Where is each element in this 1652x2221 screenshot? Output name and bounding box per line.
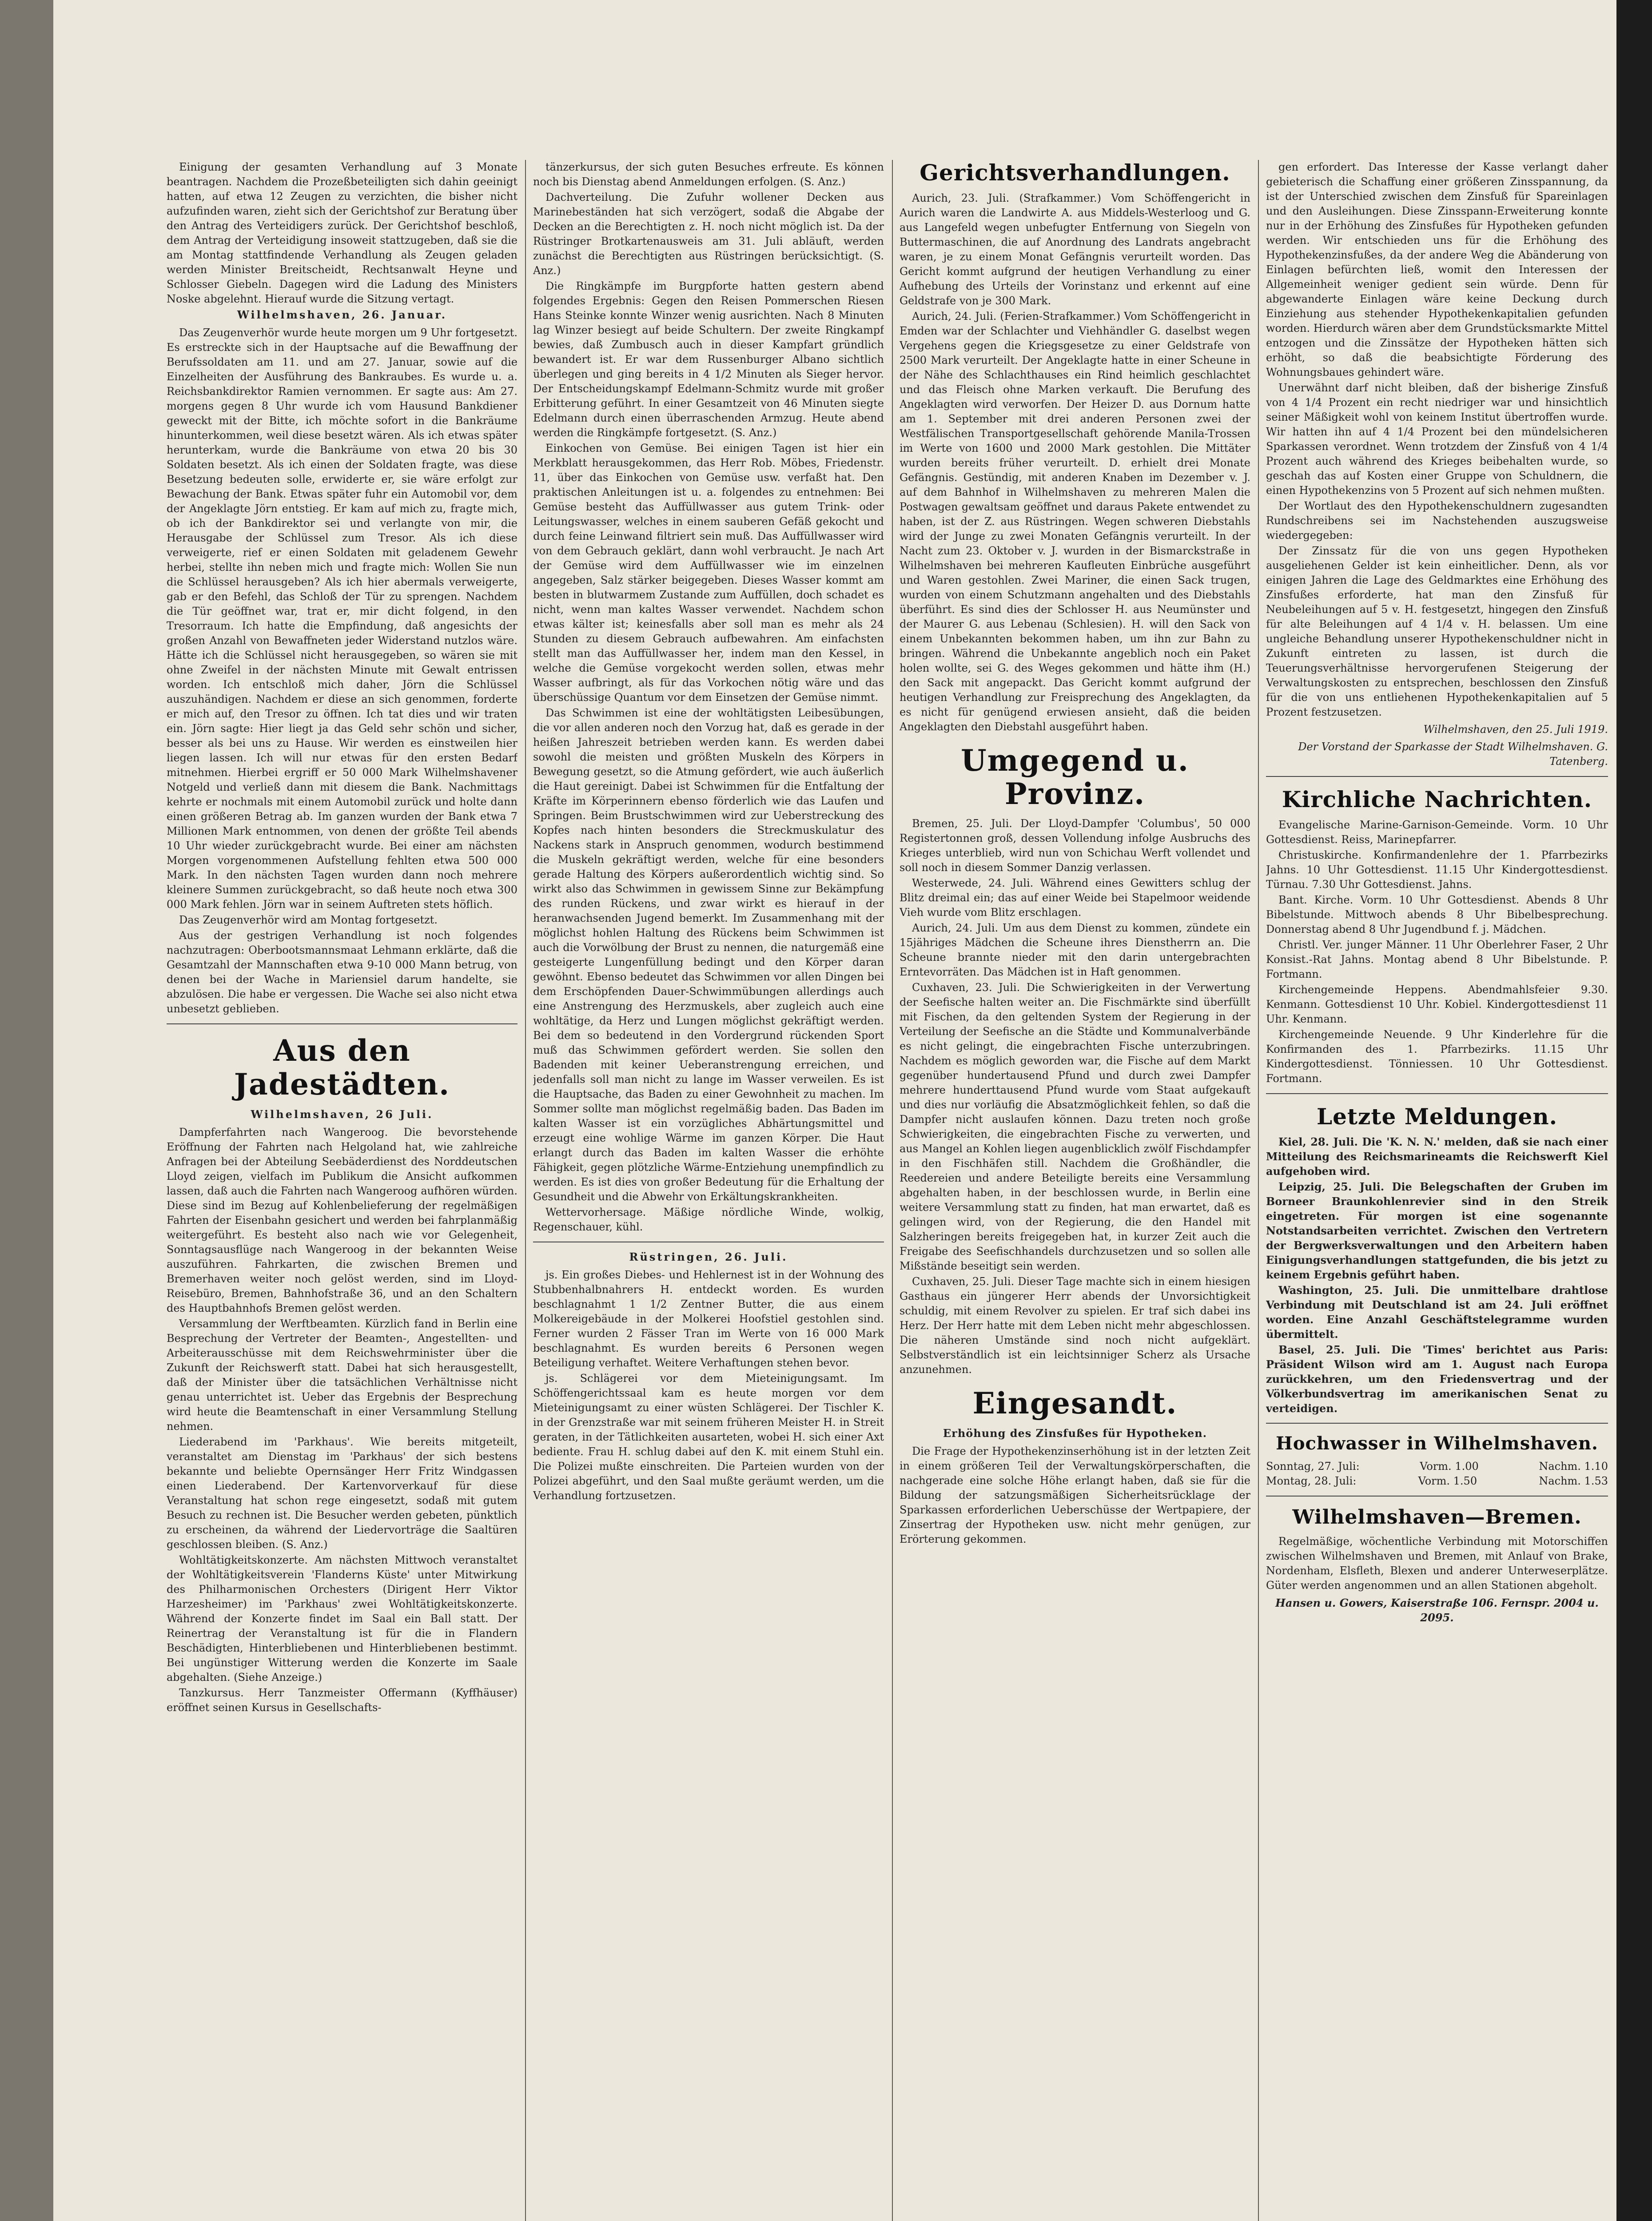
court-paragraphs — [900, 191, 1250, 734]
paragraph: Einigung der gesamten Verhandlung auf 3 Monate beantragen. Nachdem die Prozeßbeteiligten sich dahin geeinigt hatten, auf etwa 12 Zeugen zu verzichten, die bisher nicht aufzufinden waren, zieht sich der Gerichtshof zur Beratung über den Antrag des Verteidigers zurück. Der Gerichtshof beschloß, dem Antrag der Verteidigung insoweit stattzugeben, daß sie die am Montag stattfindende Verhandlung als Zeugen geladen werden Minister Breitscheidt, Rechtsanwalt Heyne und Schlosser Giebeln. Dagegen wird die Ladung des Ministers Noske abgelehnt. Hierauf wurde die Sitzung vertagt. — [167, 161, 517, 305]
column-rule-3 — [1258, 160, 1259, 2221]
paragraph: Die Ringkämpfe im Burgpforte hatten gestern abend folgendes Ergebnis: Gegen den Reisen Pommerschen Riesen Hans Steinke konnte Winzer wenig ausrichten. Nach 8 Minuten lag Winzer besiegt auf beide Schultern. Der zweite Ringkampf bewies, daß Zumbusch auch in dieser Kampfart gründlich bewandert ist. Er war dem Russenburger Albano sichtlich überlegen und ging bereits in 4 1/2 Minuten als Sieger hervor. Der Entscheidungskampf Edelmann-Schmitz wurde mit großer Erbitterung geführt. In einer Gesamtzeit von 46 Minuten siegte Edelmann durch einen überraschenden Armzug. Heute abend werden die Ringkämpfe fortgesetzt. (S. Anz.) — [533, 280, 884, 439]
section-heading-latest: Letzte Meldungen. — [1316, 1103, 1558, 1130]
separator — [1266, 1423, 1608, 1424]
paragraph: Unerwähnt darf nicht bleiben, daß der bisherige Zinsfuß von 4 1/4 Prozent ein recht niedriger war und hinsichtlich seiner Mäßigkeit wohl von keinem Institut übertroffen wurde. Wir hatten ihn auf 4 1/4 Prozent bei den mündelsicheren Sparkassen verordnet. Wenn trotzdem der Zinsfuß von 4 1/4 Prozent auch während des Krieges beibehalten wurde, so geschah das auf Kosten einer Gruppe von Schuldnern, die einen Hypothekenzins von 5 Prozent auf sich nehmen mußten. — [1266, 382, 1608, 497]
tide-day: Sonntag, 27. Juli: — [1266, 1460, 1360, 1473]
paragraph: Einkochen von Gemüse. Bei einigen Tagen ist hier ein Merkblatt herausgekommen, das Herr Rob. Möbes, Friedenstr. 11, über das Einkochen von Gemüse usw. verfaßt hat. Den praktischen Anleitungen ist u. a. folgendes zu entnehmen: Bei Gemüse besteht das Auffüllwasser aus gutem Trink- oder Leitungswasser, welches in einem sauberen Gefäß gekocht und durch feine Leinwand filtriert sein muß. Das Auffüllwasser wird von dem Gebrauch geklärt, dann wohl verbraucht. Je nach Art der Gemüse wird dem Auffüllwasser wie im einzelnen angegeben, Salz stärker beigegeben. Dieses Wasser kommt am besten in blutwarmem Zustande zum Auffüllen, doch schadet es nicht, wenn man kaltes Wasser verwendet. Nachdem schon etwas kälter ist; keinesfalls aber soll man es mehr als 24 Stunden zu diesem Gebrauch aufbewahren. Am einfachsten stellt man das Auffüllwasser her, indem man den Kessel, in welche die Gemüse vorgekocht werden sollen, etwas mehr Wasser aufbringt, als für das Vorkochen nötig wäre und das überschüssige Quantum vor dem Einsetzen der Gemüse nimmt. — [533, 442, 884, 704]
section-heading-jadestaedte: Aus den Jadestädten. — [234, 1033, 450, 1102]
paragraph: tänzerkursus, der sich guten Besuches erfreute. Es können noch bis Dienstag abend Anmeldungen erfolgen. (S. Anz.) — [533, 161, 884, 188]
paragraph: Washington, 25. Juli. Die unmittelbare drahtlose Verbindung mit Deutschland ist am 24. Juli eröffnet worden. Eine Anzahl Geschäftstelegramme wurden übermittelt. — [1266, 1284, 1608, 1341]
region-paragraphs — [900, 816, 1250, 1377]
paragraph: Das Schwimmen ist eine der wohltätigsten Leibesübungen, die vor allen anderen noch den Vorzug hat, daß es gerade in der heißen Jahreszeit betrieben werden kann. Es werden dabei sowohl die meisten und größten Muskeln des Körpers in Bewegung gesetzt, so die Atmung gefördert, wie auch äußerlich die Haut gereinigt. Dabei ist Schwimmen für die Entfaltung der Kräfte im Körperinnern ebenso förderlich wie das Laufen und Springen. Beim Brustschwimmen wird zur Ueberstreckung des Kopfes nach hinten besonders die Streckmuskulatur des Nackens stark in Anspruch genommen, wodurch bestimmend die Muskeln gekräftigt werden, welche für eine besonders gerade Haltung des Körpers außerordentlich wichtig sind. So wirkt also das Schwimmen in gewissem Sinne zur Bekämpfung des runden Rückens, und zwar wirkt es hierauf in der heranwachsenden Jugend bemerkt. Im Zusammenhang mit der möglichst hohlen Haltung des Rückens beim Schwimmen ist auch die Vorwölbung der Brust zu nennen, die naturgemäß eine gesteigerte Lungenfüllung bedingt und den Körper daran gewöhnt. Ebenso bedeutet das Schwimmen vor allen Dingen bei dem Erschöpfenden Dauer-Schwimmübungen allerdings auch eine Anstrengung des Herzmuskels, aber zugleich auch eine wohltätige, da Herz und Lungen möglichst gekräftigt werden. Bei dem so bedeutend in den Vordergrund rückenden Sport muß das Schwimmen gefördert werden. Sie sollen den Badenden mit keiner Ueberanstrengung erreichen, und jedenfalls soll man nicht zu lange im Wasser verweilen. Es ist die Hauptsache, das Baden zu einer Gewohnheit zu machen. Im Sommer sollte man möglichst regelmäßig baden. Das Baden im kalten Wasser ist ein vorzügliches Abhärtungsmittel und erzeugt eine wohlige Wärme im ganzen Körper. Die Haut erlangt durch das Baden im kalten Wasser die erhöhte Fähigkeit, gegen plötzliche Wärme-Entziehung unempfindlich zu werden. Es ist dies von großer Bedeutung für die Erhaltung der Gesundheit und die Abwehr von Erkältungskrankheiten. — [533, 707, 884, 1203]
latest-news-paragraphs — [1266, 1134, 1608, 1416]
scan-edge-left — [0, 0, 53, 2221]
separator — [1266, 1093, 1608, 1094]
paragraph: Kirchengemeinde Neuende. 9 Uhr Kinderlehre für die Konfirmanden des 1. Pfarrbezirks. 11.15 Uhr Kindergottesdienst. Tönniessen. 10 Uhr Gottesdienst. Fortmann. — [1266, 1028, 1608, 1085]
local-news-paragraphs-2 — [533, 160, 884, 1234]
local-news-paragraphs — [167, 1125, 517, 1715]
paragraph: Dachverteilung. Die Zufuhr wollener Decken aus Marinebeständen hat sich verzögert, sodaß die Abgabe der Decken an die Berechtigten z. H. noch nicht möglich ist. Da der Rüstringer Brotkartenausweis am 31. Juli abläuft, werden zunächst die Berechtigten aus Rüstringen berücksichtigt. (S. Anz.) — [533, 191, 884, 277]
column-1 — [167, 160, 517, 2221]
paragraph: Bant. Kirche. Vorm. 10 Uhr Gottesdienst. Abends 8 Uhr Bibelstunde. Mittwoch abends 8 Uhr Bibelbesprechung. Donnerstag abend 8 Uhr Jugendbund f. j. Mädchen. — [1266, 893, 1608, 935]
column-rule-1 — [525, 160, 526, 2221]
separator — [1266, 776, 1608, 777]
shipping-footer: Hansen u. Gowers, Kaiserstraße 106. Fernspr. 2004 u. 2095. — [1275, 1596, 1599, 1624]
paragraph: Wohltätigkeitskonzerte. Am nächsten Mittwoch veranstaltet der Wohltätigkeitsverein 'Flanderns Küste' unter Mitwirkung des Philharmonischen Orchesters (Dirigent Herr Viktor Harzesheimer) im 'Parkhaus' zwei Wohltätigkeitskonzerte. Während der Konzerte findet im Saal ein Ball statt. Der Reinertrag der Veranstaltung ist für die in Flandern Beschädigten, Hinterbliebenen und Hinterbliebenen bestimmt. Bei ungünstiger Witterung werden die Konzerte im Saale abgehalten. (Siehe Anzeige.) — [167, 1553, 517, 1684]
paragraph: Aurich, 24. Juli. Um aus dem Dienst zu kommen, zündete ein 15jähriges Mädchen die Scheune ihres Dienstherrn an. Die Scheune brannte nieder mit den darin untergebrachten Erntevorräten. Das Mädchen ist in Haft genommen. — [900, 922, 1250, 979]
section-heading-shipping: Wilhelmshaven—Bremen. — [1292, 1506, 1582, 1528]
paragraph: Kiel, 28. Juli. Die 'K. N. N.' melden, daß sie nach einer Mitteilung des Reichsmarineamts die Reichswerft Kiel aufgehoben wird. — [1266, 1135, 1608, 1178]
tide-morning: Vorm. 1.50 — [1418, 1475, 1477, 1487]
dateline-ruestringen: Rüstringen, 26. Juli. — [629, 1250, 788, 1263]
paragraph: Die Frage der Hypothekenzinserhöhung ist in der letzten Zeit in einem größeren Teil der Verwaltungskörperschaften, die nachgerade eine solche Höhe erlangt haben, daß sie für die Bildung der satzungsmäßigen Sicherheitsrücklage der Sparkassen erforderlichen Ueberschüsse der Wertpapiere, der Zinsertrag der Hypotheken usw. nicht mehr genügen, zur Erörterung gekommen. — [900, 1445, 1250, 1546]
paragraph: Das Zeugenverhör wird am Montag fortgesetzt. — [179, 914, 438, 926]
section-heading-church: Kirchliche Nachrichten. — [1282, 786, 1592, 812]
section-heading-tides: Hochwasser in Wilhelmshaven. — [1276, 1433, 1598, 1454]
section-heading-letters: Eingesandt. — [972, 1386, 1178, 1421]
scan-edge-right — [1616, 0, 1652, 2221]
paragraph: Cuxhaven, 25. Juli. Dieser Tage machte sich in einem hiesigen Gasthaus ein jüngerer Herr abends der Unvorsichtigkeit schuldig, mit einem Revolver zu spielen. Er traf sich dabei ins Herz. Der Herr hatte mit dem Leben nicht mehr abgeschlossen. Die näheren Umstände sind noch nicht aufgeklärt. Selbstverständlich ist ein leichtsinniger Scherz als Ursache anzunehmen. — [900, 1275, 1250, 1376]
paragraph: Kirchengemeinde Heppens. Abendmahlsfeier 9.30. Kenmann. Gottesdienst 10 Uhr. Kobiel. Kindergottesdienst 11 Uhr. Kenmann. — [1266, 983, 1608, 1025]
testimony-paragraphs — [167, 326, 517, 1016]
signature-board: Der Vorstand der Sparkasse der Stadt Wilhelmshaven. G. Tatenberg. — [1298, 740, 1608, 768]
dateline-wilhelmshaven-july: Wilhelmshaven, 26 Juli. — [251, 1107, 434, 1121]
paragraph: Versammlung der Werftbeamten. Kürzlich fand in Berlin eine Besprechung der Vertreter der Beamten-, Angestellten- und Arbeiterausschüsse mit dem Reichswehrminister über die Zukunft der Reichswerft statt. Dabei hat sich herausgestellt, daß der Minister über die tatsächlichen Verhältnisse nicht genau unterrichtet ist. Ueber das Ergebnis der Besprechung wird heute die Beamtenschaft in einer Versammlung Stellung nehmen. — [167, 1317, 517, 1433]
paragraph: Bremen, 25. Juli. Der Lloyd-Dampfer 'Columbus', 50 000 Registertonnen groß, dessen Vollendung infolge Ausbruchs des Krieges unterblieb, wird nun von Schichau Werft vollendet und soll noch in diesem Sommer Danzig verlassen. — [900, 817, 1250, 874]
paragraph: Aurich, 23. Juli. (Strafkammer.) Vom Schöffengericht in Aurich waren die Landwirte A. aus Middels-Westerloog und G. aus Langefeld wegen unbefugter Entfernung von Siegeln von Buttermaschinen, die auf Anordnung des Landrats angebracht waren, je zu einem Monat Gefängnis verurteilt worden. Das Gericht kommt aufgrund der heutigen Verhandlung zu einer Aufhebung des Urteils der Vorinstanz und erkennt auf eine Geldstrafe von je 300 Mark. — [900, 191, 1250, 307]
letters-continued-paragraphs — [1266, 160, 1608, 720]
letters-subheading: Erhöhung des Zinsfußes für Hypotheken. — [943, 1427, 1207, 1440]
paragraph: Der Zinssatz für die von uns gegen Hypotheken ausgeliehenen Gelder ist kein einheitlicher. Denn, als vor einigen Jahren die Lage des Geldmarktes eine Erhöhung des Zinsfußes erforderte, hat man den Zinsfuß für Neubeleihungen auf 5 v. H. festgesetzt, hingegen den Zinsfuß für alte Beleihungen auf 4 1/4 v. H. belassen. Um eine ungleiche Behandlung unserer Hypothekenschuldner nicht in Zukunft eintreten zu lassen, ist durch die Teuerungsverhältnisse hervorgerufenen Steigerung der Verwaltungskosten zu entsprechen, beschlossen den Zinsfuß für die von uns entliehenen Hypothekenkapitalien auf 5 Prozent festzusetzen. — [1266, 545, 1608, 718]
paragraph: Christl. Ver. junger Männer. 11 Uhr Oberlehrer Faser, 2 Uhr Konsist.-Rat Jahns. Montag abend 8 Uhr Bibelstunde. P. Fortmann. — [1266, 938, 1608, 980]
column-rule-2 — [892, 160, 893, 2221]
paragraph: gen erfordert. Das Interesse der Kasse verlangt daher gebieterisch die Schaffung einer größeren Zinsspannung, da ist der Unterschied zwischen dem Zinsfuß für Spareinlagen und den Ausleihungen. Diese Zinsspann-Erweiterung konnte nur in der Erhöhung des Zinsfußes für Hypotheken gefunden werden. Wir entschieden uns für die Erhöhung des Hypothekenzinsfußes, da der andere Weg die Abänderung von Einlagen befürchten ließ, womit den Interessen der Allgemeinheit weniger gedient sein würde. Denn für abgewanderte Einlagen wäre keine Deckung durch Einziehung aus stehender Hypothekenkapitalien gefunden worden. Hierdurch wären aber dem Grundstücksmarkte Mittel entzogen und die Zinssätze der Hypotheken hätten sich erhöht, so daß die beabsichtigte Förderung des Wohnungsbaues gehindert wäre. — [1266, 161, 1608, 378]
column-2 — [533, 160, 884, 2221]
tide-row — [1266, 1459, 1608, 1474]
paragraph: Westerwede, 24. Juli. Während eines Gewitters schlug der Blitz dreimal ein; das auf einer Weide bei Stapelmoor weidende Vieh wurde vom Blitz erschlagen. — [900, 877, 1250, 919]
paragraph: Cuxhaven, 23. Juli. Die Schwierigkeiten in der Verwertung der Seefische halten weiter an. Die Fischmärkte sind überfüllt mit Fischen, da den geltenden System der Regierung in der Verteilung der Seefische an die Städte und Kommunalverbände es nicht gelingt, die eingebrachten Fische unterzubringen. Nachdem es möglich geworden war, die Fische auf dem Markt gegenüber hundertausend Pfund und durch zwei Dampfer mehrere hunderttausend Pfund wurde vom Staat aufgekauft und dies nur vorläufig die Absatzmöglichkeit fehlen, so daß die Dampfer nicht auslaufen können. Dazu treten noch große Schwierigkeiten, die eingebrachten Fische zu verwerten, und aus Mangel an Kohlen liegen augenblicklich zwölf Fischdampfer in den Fischhäfen still. Nachdem die Großhändler, die Reedereien und andere Beteiligte bereits eine Versammlung abgehalten haben, in der beschlossen wurde, in Berlin eine weitere Versammlung statt zu finden, hat man erwartet, daß es gelingen wird, von der Regierung, die den Handel mit Salzheringen bereits freigegeben hat, in kurzer Zeit auch die Freigabe des Seefischhandels durchzusetzen und so sollen alle Mißstände beseitigt sein werden. — [900, 981, 1250, 1273]
paragraph: Evangelische Marine-Garnison-Gemeinde. Vorm. 10 Uhr Gottesdienst. Reiss, Marinepfarrer. — [1266, 818, 1608, 846]
paragraph: Christuskirche. Konfirmandenlehre der 1. Pfarrbezirks Jahns. 10 Uhr Gottesdienst. 11.15 Uhr Kindergottesdienst. Türnau. 7.30 Uhr Gottesdienst. Jahns. — [1266, 848, 1608, 891]
letters-paragraphs — [900, 1444, 1250, 1547]
shipping-paragraphs — [1266, 1534, 1608, 1593]
paragraph: Aurich, 24. Juli. (Ferien-Strafkammer.) Vom Schöffengericht in Emden war der Schlachter und Viehhändler G. daselbst wegen Vergehens gegen die Kriegsgesetze zu einer Geldstrafe von 2500 Mark verurteilt. Der Angeklagte hatte in einer Scheune in der Nähe des Schlachthauses ein Rind heimlich geschlachtet und das Fleisch ohne Marken verkauft. Die Berufung des Angeklagten wird verworfen. Der Heizer D. aus Dornum hatte am 1. September mit drei anderen Personen zwei der Westfälischen Transportgesellschaft gehörende Manila-Trossen im Werte von 1600 und 2000 Mark gestohlen. Die Mittäter wurden bereits früher verurteilt. D. erhielt drei Monate Gefängnis. Gestündig, mit anderen Knaben im Dezember v. J. auf dem Bahnhof in Wilhelmshaven zu mehreren Malen die Postwagen gewaltsam geöffnet und daraus Pakete entwendet zu haben, ist der Z. aus Rüstringen. Wegen schweren Diebstahls wird der Junge zu zwei Monaten Gefängnis verurteilt. In der Nacht zum 23. Oktober v. J. wurden in der Bismarckstraße in Wilhelmshaven bei mehreren Kaufleuten Einbrüche ausgeführt und Waren gestohlen. Zwei Mariner, die einen Sack trugen, wurden von einem Schutzmann angehalten und des Diebstahls überführt. Es sind dies der Schlosser H. aus Neumünster und der Maurer G. aus Lebenau (Schlesien). H. will den Sack von einem Unbekannten bekommen haben, um ihn zur Bahn zu bringen. Während die Unbekannte angeblich noch ein Paket holen wollte, sei G. des Weges gekommen und hätte ihm (H.) den Sack mit angepackt. Das Gericht kommt aufgrund der heutigen Verhandlung zur Freisprechung des Angeklagten, da es nicht für genügend erwiesen ansieht, daß die beiden Angeklagten den Diebstahl ausgeführt haben. — [900, 310, 1250, 733]
paragraph: Regelmäßige, wöchentliche Verbindung mit Motorschiffen zwischen Wilhelmshaven und Bremen, mit Anlauf von Brake, Nordenham, Elsfleth, Blexen und anderer Unterweserplätze. Güter werden angenommen und an allen Stationen abgeholt. — [1266, 1535, 1608, 1592]
paragraph: Liederabend im 'Parkhaus'. Wie bereits mitgeteilt, veranstaltet am Dienstag im 'Parkhaus' der sich bestens bekannte und beliebte Opernsänger Herr Fritz Windgassen einen Liederabend. Der Kartenvorverkauf für diese Veranstaltung hat schon rege eingesetzt, sodaß mit gutem Besuch zu rechnen ist. Die Besucher werden gebeten, pünktlich zu erscheinen, da während der Liedervorträge die Saaltüren geschlossen bleiben. (S. Anz.) — [167, 1435, 517, 1551]
signature-date: Wilhelmshaven, den 25. Juli 1919. — [1423, 723, 1608, 736]
column-4 — [1266, 160, 1608, 2221]
section-heading-court: Gerichtsverhandlungen. — [920, 160, 1230, 186]
paragraph: js. Schlägerei vor dem Mieteinigungsamt. Im Schöffengerichtssaal kam es heute morgen vor dem Mieteinigungsamt zu einer wüsten Schlägerei. Der Tischler K. in der Grenzstraße war mit seinem früheren Meister H. in Streit geraten, in der Tätlichkeiten ausarteten, wobei H. sich einer Axt bediente. Frau H. schlug dabei auf den K. mit einem Stuhl ein. Die Polizei mußte einschreiten. Die Parteien wurden von der Polizei abgeführt, und den Saal mußte geräumt werden, um die Verhandlung fortzusetzen. — [533, 1372, 884, 1502]
court-report-continued — [167, 160, 517, 306]
paragraph: Tanzkursus. Herr Tanzmeister Offermann (Kyffhäuser) eröffnet seinen Kursus in Gesellschafts- — [167, 1686, 517, 1714]
tide-afternoon: Nachm. 1.53 — [1539, 1475, 1608, 1487]
ruestringen-paragraphs — [533, 1268, 884, 1503]
tide-row — [1266, 1474, 1608, 1489]
paragraph: js. Ein großes Diebes- und Hehlernest ist in der Wohnung des Stubbenhalbnahrers H. entdeckt worden. Es wurden beschlagnahmt 1 1/2 Zentner Butter, die aus einem Molkereigebäude in der Molkerei Hoofstiel gestohlen sind. Ferner wurden 2 Fässer Tran im Werte von 16 000 Mark beschlagnahmt. Es wurden bereits 6 Personen wegen Beteiligung verhaftet. Weitere Verhaftungen stehen bevor. — [533, 1269, 884, 1369]
column-3 — [900, 160, 1250, 2221]
tide-morning: Vorm. 1.00 — [1420, 1460, 1479, 1473]
separator — [1266, 1496, 1608, 1497]
dateline-wilhelmshaven-january: Wilhelmshaven, 26. Januar. — [237, 308, 447, 321]
paragraph: Wettervorhersage. Mäßige nördliche Winde, wolkig, Regenschauer, kühl. — [533, 1206, 884, 1233]
paragraph: Das Zeugenverhör wurde heute morgen um 9 Uhr fortgesetzt. Es erstreckte sich in der Hauptsache auf die Bewaffnung der Berufssoldaten am 11. und am 27. Januar, sowie auf die Einzelheiten der Ausführung des Bankraubes. Es wurde u. a. Reichsbankdirektor Ramien vernommen. Er sagte aus: Am 27. morgens gegen 8 Uhr wurde ich vom Hausund Bankdiener geweckt mit der Bitte, ich möchte sofort in die Bankräume hinunterkommen, weil diese besetzt wären. Als ich etwas später herunterkam, wurde die Bankräume von etwa 20 bis 30 Soldaten besetzt. Als ich einen der Soldaten fragte, was diese Besetzung bedeuten solle, erwiderte er, sie wäre erfolgt zur Bewachung der Bank. Etwas später fuhr ein Automobil vor, dem der Angeklagte Jörn entstieg. Er kam auf mich zu, fragte mich, ob ich der Bankdirektor sei und verlangte von mir, die Herausgabe der Schlüssel zum Tresor. Als ich diese verweigerte, rief er einen Soldaten mit geladenem Gewehr herbei, stellte ihn neben mich und fragte mich: Wollen Sie nun die Schlüssel herausgeben? Als ich hier abermals verweigerte, gab er den Befehl, das Schloß der Tür zu sprengen. Nachdem die Tür geöffnet war, trat er, mir dicht folgend, in den Tresorraum. Ich hatte die Empfindung, daß angesichts der großen Anzahl von Bewaffneten jeder Widerstand nutzlos wäre. Hätte ich die Schlüssel nicht herausgegeben, so wären sie mit ohne Zweifel in der nächsten Minute mit Gewalt entrissen worden. Ich entschloß mich daher, Jörn die Schlüssel auszuhändigen. Nachdem er diese an sich genommen, forderte er mich auf, den Tresor zu öffnen. Ich tat dies und wir traten ein. Jörn sagte: Hier liegt ja das Geld sehr schön und sicher, besser als bei uns zu Hause. Wir werden es einstweilen hier liegen lassen. Ich will nur etwas für den ersten Bedarf mitnehmen. Hierbei ergriff er 50 000 Mark Wilhelmshavener Notgeld und verließ dann mit diesem die Bank. Nachmittags kehrte er nochmals mit einem Automobil zurück und holte dann einen größeren Betrag ab. Im ganzen wurden der Bank etwa 7 Millionen Mark entnommen, von denen der größte Teil abends 10 Uhr wieder zurückgebracht wurde. Bei einer am nächsten Morgen vorgenommenen Aufstellung fehlten etwa 500 000 Mark. In den nächsten Tagen wurden dann noch mehrere kleinere Summen zurückgebracht, so daß heute noch etwa 300 000 Mark fehlen. Jörn war in seinem Auftreten stets höflich. — [167, 326, 517, 911]
tide-table — [1266, 1459, 1608, 1489]
paragraph: Der Wortlaut des den Hypothekenschuldnern zugesandten Rundschreibens sei im Nachstehenden auszugsweise wiedergegeben: — [1266, 500, 1608, 541]
paragraph: Leipzig, 25. Juli. Die Belegschaften der Gruben im Borneer Braunkohlenrevier sind in den Streik eingetreten. Für morgen ist eine sogenannte Notstandsarbeiten verrichtet. Zwischen den Vertretern der Bergwerksverwaltungen und den Arbeitern haben Einigungsverhandlungen stattgefunden, die bis jetzt zu keinem Ergebnis geführt haben. — [1266, 1180, 1608, 1281]
paragraph: Basel, 25. Juli. Die 'Times' berichtet aus Paris: Präsident Wilson wird am 1. August nach Europa zurückkehren, um den Friedensvertrag und der Völkerbundsvertrag im amerikanischen Senat zu verteidigen. — [1266, 1343, 1608, 1415]
separator — [167, 1023, 517, 1024]
section-heading-region: Umgegend u. Provinz. — [961, 743, 1189, 812]
paragraph: Aus der gestrigen Verhandlung ist noch folgendes nachzutragen: Oberbootsmannsmaat Lehmann erklärte, daß die Gesamtzahl der Mannschaften etwa 9-10 000 Mann betrug, von denen bei der Wache in Mariensiel darum handelte, sie abzulösen. Die habe er vergessen. Die Wache sei also nicht etwa unbesetzt geblieben. — [167, 929, 517, 1015]
tide-day: Montag, 28. Juli: — [1266, 1475, 1357, 1487]
church-paragraphs — [1266, 818, 1608, 1086]
paragraph: Dampferfahrten nach Wangeroog. Die bevorstehende Eröffnung der Fahrten nach Helgoland hat, wie zahlreiche Anfragen bei der Abteilung Seebäderdienst des Norddeutschen Lloyd zeigen, vielfach im Publikum die Ansicht aufkommen lassen, daß auch die Fahrten nach Wangeroog aufhören würden. Diese sind im Bezug auf Kohlenbelieferung der regelmäßigen Fahrten der Eisenbahn gesichert und werden bei fahrplanmäßig weitergeführt. Es besteht also nach wie vor Gelegenheit, Sonntagsausflüge nach Wangeroog in der bekannten Weise auszuführen. Fahrkarten, die zwischen Bremen und Bremerhaven weiter noch gelöst werden, sind im Lloyd-Reisebüro, Bremen, Bahnhofstraße 36, und an den Schaltern des Hauptbahnhofs Bremen gelöst werden. — [167, 1126, 517, 1314]
newspaper-page — [53, 0, 1616, 2221]
tide-afternoon: Nachm. 1.10 — [1539, 1460, 1608, 1473]
